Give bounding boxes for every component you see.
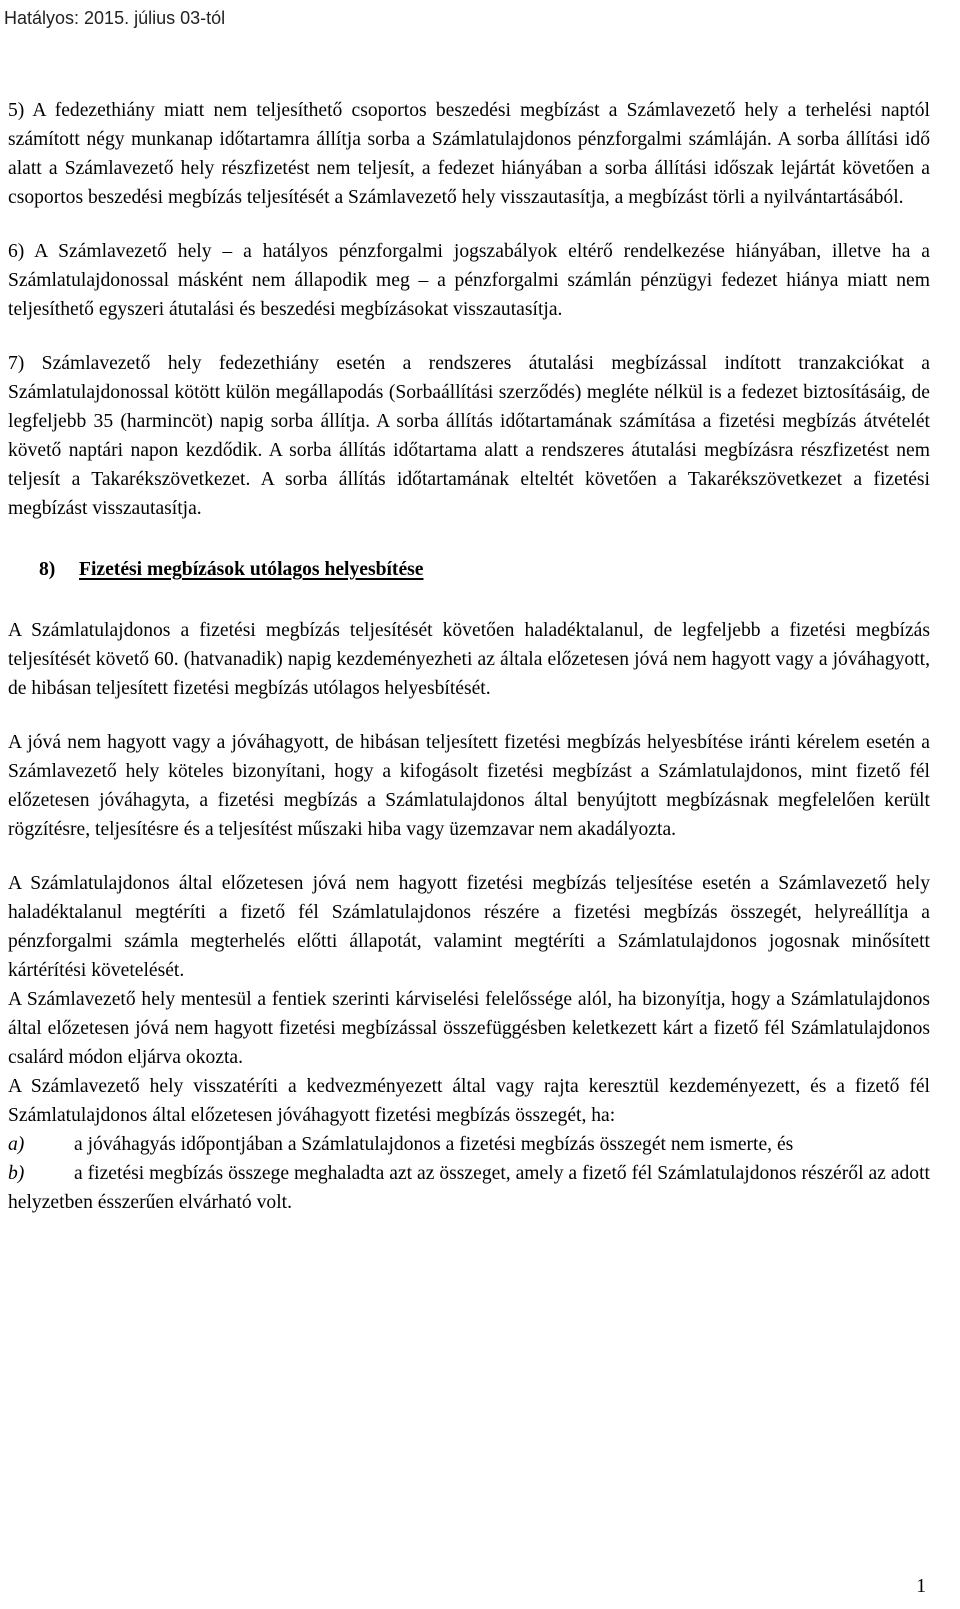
paragraph-6: 6) A Számlavezető hely – a hatályos pénzforgalmi jogszabályok eltérő rendelkezése hiányában, illetve ha a Számlatulajdonossal másként nem állapodik meg – a pénzforgalmi számlán pénzügyi fedezet hiánya miatt nem teljesíthető egyszeri átutalási és beszedési megbízásokat visszautasítja. [8,241,930,320]
document-body [8,96,930,1217]
paragraph-7: 7) Számlavezető hely fedezethiány esetén a rendszeres átutalási megbízással indított tranzakciókat a Számlatulajdonossal kötött külön megállapodás (Sorbaállítási szerződés) megléte nélkül is a fedezet biztosításáig, de legfeljebb 35 (harmincöt) napig sorba állítja. A sorba állítás időtartamának számítása a fizetési megbízás átvételét követő naptári napon kezdődik. A sorba állítás időtartama alatt a rendszeres átutalási megbízásra részfizetést nem teljesít a Takarékszövetkezet. A sorba állítás időtartamának elteltét követően a Takarékszövetkezet a fizetési megbízást visszautasítja. [8,353,930,519]
section-8-title: Fizetési megbízások utólagos helyesbítése [79,559,424,580]
condition-b-label: b) [8,1163,25,1184]
paragraph-8c: A Számlatulajdonos által előzetesen jóvá nem hagyott fizetési megbízás teljesítése esetén a Számlavezető hely haladéktalanul megtéríti a fizető fél Számlatulajdonos részére a fizetési megbízás összegét, helyreállítja a pénzforgalmi számla megterhelés előtti állapotát, valamint megtéríti a Számlatulajdonos jogosnak minősített kártérítési követelését. [8,873,930,981]
paragraph-8b: A jóvá nem hagyott vagy a jóváhagyott, de hibásan teljesített fizetési megbízás helyesbítése iránti kérelem esetén a Számlavezető hely köteles bizonyítani, hogy a kifogásolt fizetési megbízást a Számlatulajdonos, mint fizető fél előzetesen jóváhagyta, a fizetési megbízás a Számlatulajdonos által benyújtott megbízásnak megfelelően került rögzítésre, teljesítésre és a teljesítést műszaki hiba vagy üzemzavar nem akadályozta. [8,732,930,840]
paragraph-8d: A Számlavezető hely mentesül a fentiek szerinti kárviselési felelőssége alól, ha bizonyítja, hogy a Számlatulajdonos által előzetesen jóvá nem hagyott fizetési megbízással összefüggésben keletkezett kárt a fizető fél Számlatulajdonos csalárd módon eljárva okozta. [8,989,930,1068]
paragraph-8a: A Számlatulajdonos a fizetési megbízás teljesítését követően haladéktalanul, de legfeljebb a fizetési megbízás teljesítését követő 60. (hatvanadik) napig kezdeményezheti az általa előzetesen jóvá nem hagyott vagy a jóváhagyott, de hibásan teljesített fizetési megbízás utólagos helyesbítését. [8,620,930,699]
page-number: 1 [916,1576,926,1597]
condition-a [8,1130,930,1159]
condition-b-text: a fizetési megbízás összege meghaladta azt az összeget, amely a fizető fél Számlatulajdonos részéről az adott helyzetben ésszerűen elvárható volt. [8,1163,930,1213]
condition-a-label: a) [8,1134,25,1155]
condition-a-text: a jóváhagyás időpontjában a Számlatulajdonos a fizetési megbízás összegét nem ismerte, és [74,1134,794,1155]
paragraph-5: 5) A fedezethiány miatt nem teljesíthető csoportos beszedési megbízást a Számlavezető hely a terhelési naptól számított négy munkanap időtartamra állítja sorba a Számlatulajdonos pénzforgalmi számláján. A sorba állítási idő alatt a Számlavezető hely részfizetést nem teljesít, a fedezet hiányában a sorba állítási időszak lejártát követően a csoportos beszedési megbízás teljesítését a Számlavezető hely visszautasítja, a megbízást törli a nyilvántartásából. [8,100,930,208]
section-8-number: 8) [39,559,56,580]
section-8-heading [39,555,930,584]
condition-b [8,1159,930,1217]
paragraph-8e: A Számlavezető hely visszatéríti a kedvezményezett által vagy rajta keresztül kezdeményezett, és a fizető fél Számlatulajdonos által előzetesen jóváhagyott fizetési megbízás összegét, ha: [8,1076,930,1126]
effective-date-header: Hatályos: 2015. július 03-tól [4,8,226,28]
